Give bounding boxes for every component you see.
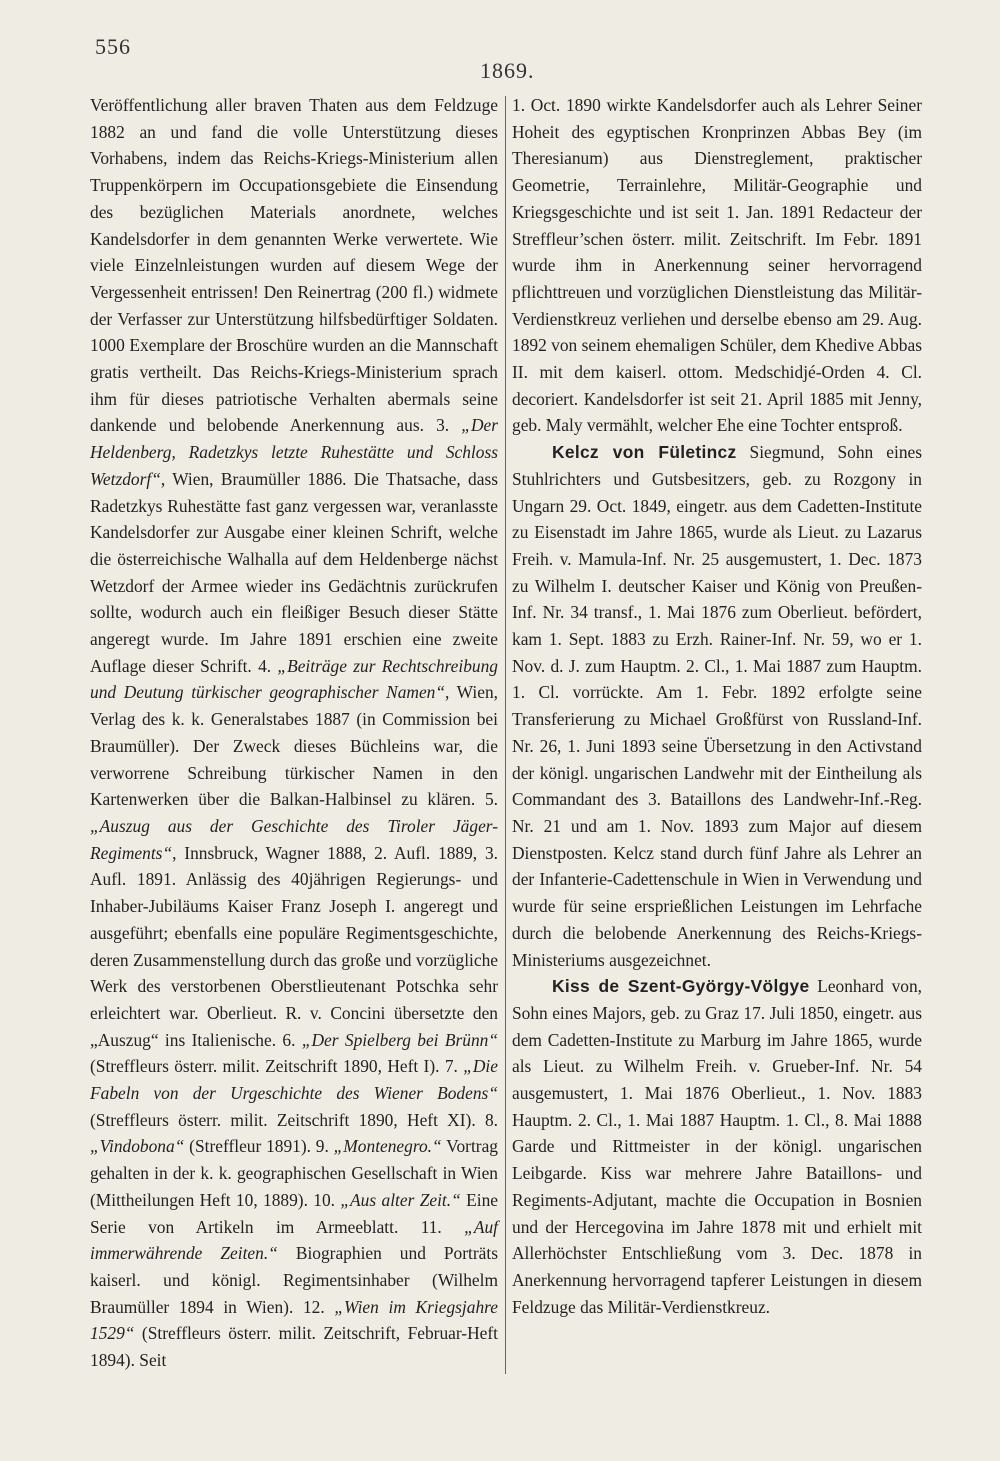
text-run: , Innsbruck, Wagner 1888, 2. Aufl. 1889, 3. Aufl. 1891. Anlässig des 40jährigen Regierungs- und Inhaber-Jubiläums Kaiser Franz Joseph I. angeregt und ausgeführt; ebenfalls eine populäre Regimentsgeschichte, deren Zusammenstellung durch das große und vorzügliche Werk des verstorbenen Oberstlieutenant Potschka sehr erleichtert war. Oberlieut. R. v. Concini übersetzte den „Auszug“ ins Italienische. 6. [90,842,498,1050]
right-paragraph-continuation: 1. Oct. 1890 wirkte Kandelsdorfer auch als Lehrer Seiner Hoheit des egyptischen Kronprinzen Abbas Bey (im Theresianum) aus Dienstreglement, praktischer Geometrie, Terrainlehre, Militär-Geographie und Kriegsgeschichte und ist seit 1. Jan. 1891 Redacteur der Streffleur’schen österr. milit. Zeitschrift. Im Febr. 1891 wurde ihm in Anerkennung seiner hervorragend pflichttreuen und vorzüglichen Dienstleistung das Militär-Verdienstkreuz verliehen und derselbe ebenso am 29. Aug. 1892 von seinem ehemaligen Schüler, dem Khedive Abbas II. mit dem kaiserl. ottom. Medschidjé-Orden 4. Cl. decoriert. Kandelsdorfer ist seit 21. April 1885 mit Jenny, geb. Maly vermählt, welcher Ehe eine Tochter entsproß. [512,95,922,436]
text-run: (Streffleurs österr. milit. Zeitschrift, Februar-Heft 1894). Seit [90,1323,498,1371]
entry-text: Leonhard von, Sohn eines Majors, geb. zu Graz 17. Juli 1850, eingetr. aus dem Cadetten-Institute zu Marburg im Jahre 1865, wurde als Lieut. zu Wilhelm Freih. v. Grueber-Inf. Nr. 54 ausgemustert, 1. Mai 1876 Oberlieut., 1. Nov. 1883 Hauptm. 2. Cl., 1. Mai 1887 Hauptm. 1. Cl., 8. Mai 1888 Garde und Rittmeister in der königl. ungarischen Leibgarde. Kiss war mehrere Jahre Bataillons- und Regiments-Adjutant, machte die Occupation in Bosnien und der Hercegovina im Jahre 1878 mit und erhielt mit Allerhöchster Entschließung vom 3. Dec. 1878 in Anerkennung hervorragend tapferer Leistungen in diesem Feldzuge das Militär-Verdienstkreuz. [512,976,922,1317]
book-title: „Die Fabeln von der Urgeschichte des Wiener Bodens“ [90,1056,498,1104]
book-title: „Auszug aus der Geschichte des Tiroler Jäger-Regiments“ [90,815,498,863]
left-column [90,92,498,1374]
text-run: Eine Serie von Artikeln im Armeeblatt. 11. [90,1189,499,1237]
entry-text: Siegmund, Sohn eines Stuhlrichters und Gutsbesitzers, geb. zu Rozgony in Ungarn 29. Oct. 1849, eingetr. aus dem Cadetten-Institute zu Eisenstadt im Jahre 1865, wurde als Lieut. zu Lazarus Freih. v. Mamula-Inf. Nr. 25 ausgemustert, 1. Dec. 1873 zu Wilhelm I. deutscher Kaiser und König von Preußen-Inf. Nr. 34 transf., 1. Mai 1876 zum Oberlieut. befördert, kam 1. Sept. 1883 zu Erzh. Rainer-Inf. Nr. 59, wo er 1. Nov. d. J. zum Hauptm. 2. Cl., 1. Mai 1887 zum Hauptm. 1. Cl. vorrückte. Am 1. Febr. 1892 erfolgte seine Transferierung zu Michael Großfürst von Russland-Inf. Nr. 26, 1. Juni 1893 seine Übersetzung in den Activstand der königl. ungarischen Landwehr mit der Eintheilung als Commandant des 3. Bataillons des Landwehr-Inf.-Reg. Nr. 21 und am 1. Nov. 1893 zum Major auf diesem Dienstposten. Kelcz stand durch fünf Jahre als Lehrer an der Infanterie-Cadettenschule in Wien in Verwendung und wurde für seine ersprießlichen Leistungen im Lehrfache durch die belobende Anerkennung des Reichs-Kriegs-Ministeriums ausgezeichnet. [512,442,922,970]
entry-kelcz [512,439,922,973]
text-run: , Wien, Verlag des k. k. Generalstabes 1887 (in Commission bei Braumüller). Der Zweck dieses Büchleins war, die verworrene Schreibung türkischer Namen in den Kartenwerken über die Balkan-Halbinsel zu klären. 5. [90,682,498,810]
column-divider [505,96,506,1374]
book-title: „Beiträge zur Rechtschreibung und Deutung türkischer geographischer Namen“ [90,655,498,703]
text-run: (Streffleur 1891). 9. [184,1136,334,1157]
entry-kiss [512,973,922,1320]
text-run: (Streffleurs österr. milit. Zeitschrift 1890, Heft XI). 8. [90,1109,498,1130]
left-paragraph [90,92,498,1374]
book-title: „Der Heldenberg, Radetzkys letzte Ruhestätte und Schloss Wetzdorf“ [90,415,498,489]
book-title: „Der Spielberg bei Brünn“ [301,1029,499,1050]
text-run: Vortrag gehalten in der k. k. geographischen Gesellschaft in Wien (Mittheilungen Heft 10, 1889). 10. [90,1136,499,1210]
right-column [512,92,922,1320]
book-title: „Vindobona“ [90,1136,185,1157]
book-title: „Aus alter Zeit.“ [340,1189,461,1210]
book-title: „Wien im Kriegsjahre 1529“ [90,1296,498,1344]
page-number: 556 [95,34,131,59]
text-run: (Streffleurs österr. milit. Zeitschrift 1890, Heft I). 7. [90,1056,464,1077]
running-header-year: 1869. [480,58,535,83]
text-run: Veröffentlichung aller braven Thaten aus dem Feldzuge 1882 an und fand die volle Unterstützung dieses Vorhabens, indem das Reichs-Kriegs-Ministerium allen Truppenkörpern im Occupationsgebiete die Einsendung des bezüglichen Materials anordnete, welches Kandelsdorfer in dem genannten Werke verwertete. Wie viele Einzelnleistungen wurden auf diesem Wege der Vergessenheit entrissen! Den Reinertrag (200 fl.) widmete der Verfasser zur Unterstützung hilfsbedürftiger Soldaten. 1000 Exemplare der Broschüre wurden an die Mannschaft gratis vertheilt. Das Reichs-Kriegs-Ministerium sprach ihm für dieses patriotische Verhalten abermals seine dankende und belobende Anerkennung aus. 3. [90,95,498,436]
text-run: , Wien, Braumüller 1886. Die Thatsache, dass Radetzkys Ruhestätte fast ganz vergessen war, veranlasste Kandelsdorfer zur Ausgabe einer kleinen Schrift, welche die österreichische Walhalla auf dem Heldenberge nächst Wetzdorf der Armee wieder ins Gedächtnis zurückrufen sollte, wodurch auch ein fleißiger Besuch dieser Stätte angeregt wurde. Im Jahre 1891 erschien eine zweite Auflage dieser Schrift. 4. [90,468,498,676]
book-title: „Auf immerwährende Zeiten.“ [90,1216,498,1264]
text-run: Biographien und Porträts kaiserl. und königl. Regimentsinhaber (Wilhelm Braumüller 1894 in Wien). 12. [90,1243,498,1317]
book-title: „Montenegro.“ [333,1136,442,1157]
entry-name: Kiss de Szent-György-Völgye [552,976,810,997]
entry-name: Kelcz von Fületincz [552,442,737,463]
